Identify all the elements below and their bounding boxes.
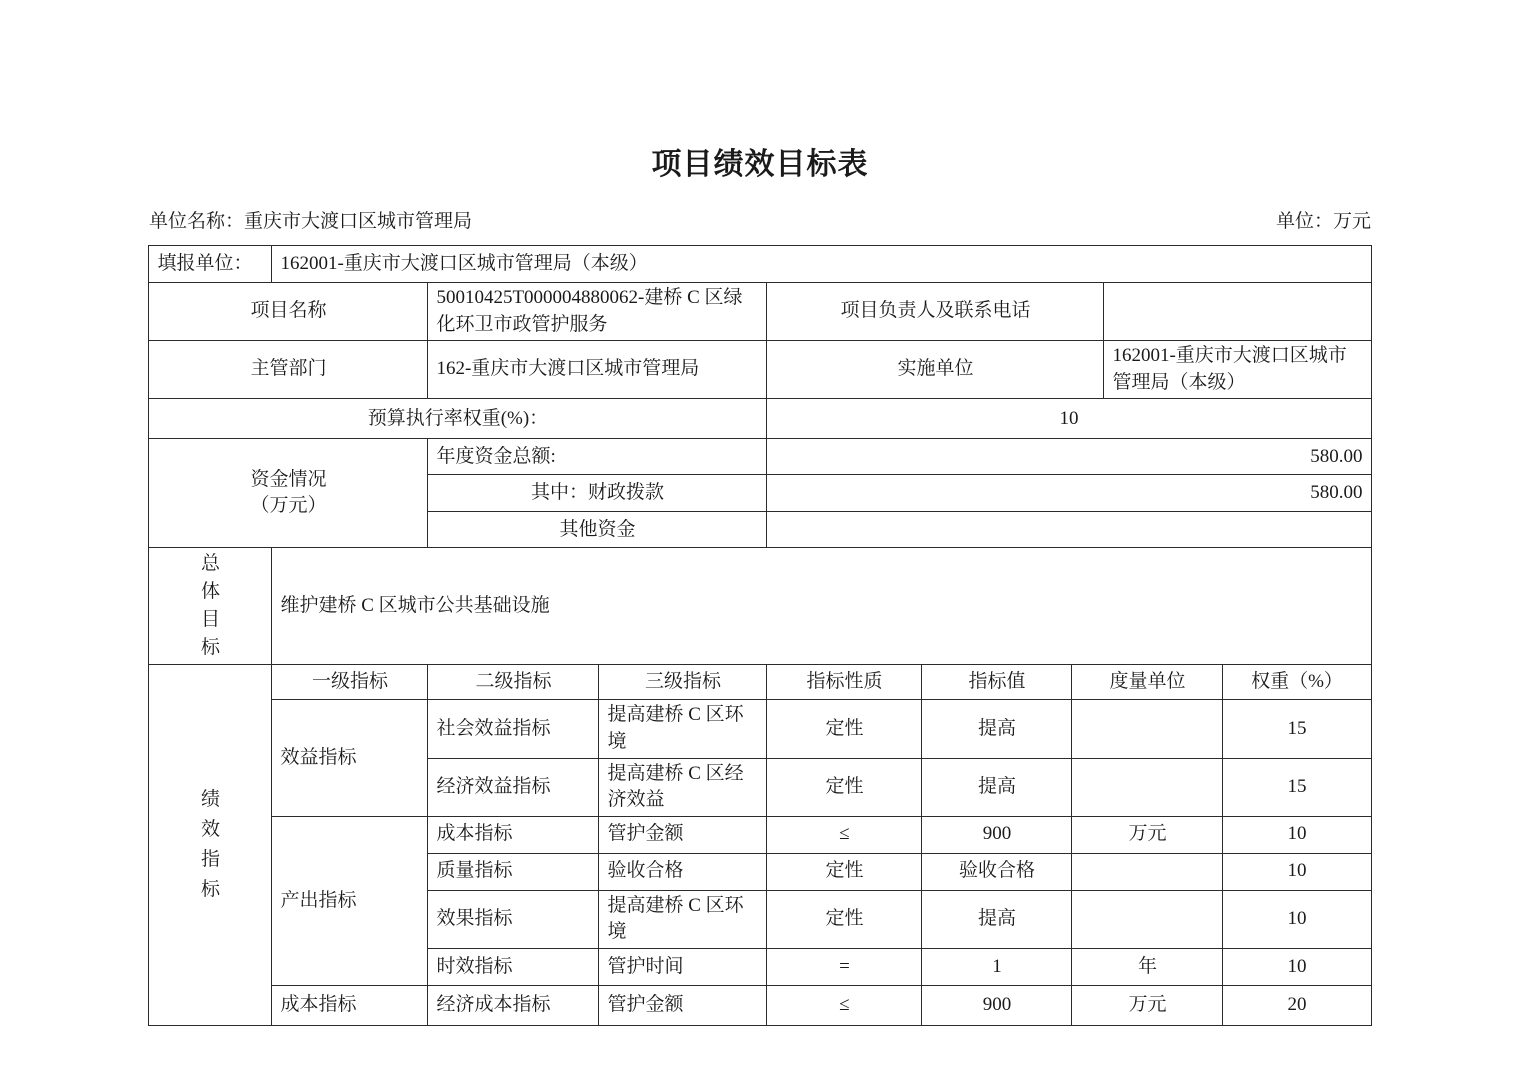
implementing-unit-label: 实施单位 bbox=[767, 341, 1104, 399]
indicator-unit-cell bbox=[1072, 758, 1223, 816]
budget-weight-value: 10 bbox=[767, 399, 1371, 439]
row-indicator-header bbox=[149, 665, 1371, 700]
funding-label-line1: 资金情况 bbox=[250, 468, 327, 490]
page-title: 项目绩效目标表 bbox=[651, 148, 869, 181]
meta-row bbox=[149, 206, 1371, 233]
col-header-nature: 指标性质 bbox=[767, 665, 922, 700]
indicator-weight-cell: 10 bbox=[1223, 853, 1371, 890]
indicator-l3-cell: 提高建桥 C 区环境 bbox=[599, 700, 767, 758]
indicator-nature-cell: ≤ bbox=[767, 816, 922, 853]
implementing-unit-value: 162001-重庆市大渡口区城市管理局（本级） bbox=[1104, 341, 1371, 399]
indicator-row bbox=[149, 816, 1371, 853]
indicator-l3-cell: 管护时间 bbox=[599, 948, 767, 985]
overall-goal-content: 维护建桥 C 区城市公共基础设施 bbox=[272, 548, 1371, 665]
project-name-label: 项目名称 bbox=[149, 283, 428, 341]
indicator-weight-cell: 10 bbox=[1223, 816, 1371, 853]
indicator-l2-cell: 经济成本指标 bbox=[428, 985, 599, 1025]
indicator-l3-cell: 验收合格 bbox=[599, 853, 767, 890]
project-name-value: 50010425T000004880062-建桥 C 区绿化环卫市政管护服务 bbox=[428, 283, 767, 341]
unit-name-text: 单位名称：重庆市大渡口区城市管理局 bbox=[149, 211, 473, 232]
funding-other-label: 其他资金 bbox=[428, 512, 767, 548]
indicator-l2-cell: 成本指标 bbox=[428, 816, 599, 853]
indicator-value-cell: 900 bbox=[922, 816, 1072, 853]
overall-goal-label: 总体目标 bbox=[149, 548, 272, 665]
indicator-l3-cell: 提高建桥 C 区环境 bbox=[599, 890, 767, 948]
indicator-unit-cell bbox=[1072, 853, 1223, 890]
indicator-l2-cell: 效果指标 bbox=[428, 890, 599, 948]
col-header-level2: 二级指标 bbox=[428, 665, 599, 700]
indicator-l3-cell: 管护金额 bbox=[599, 816, 767, 853]
col-header-value: 指标值 bbox=[922, 665, 1072, 700]
funding-fiscal-value: 580.00 bbox=[767, 475, 1371, 512]
indicator-weight-cell: 10 bbox=[1223, 948, 1371, 985]
project-leader-label: 项目负责人及联系电话 bbox=[767, 283, 1104, 341]
indicators-section-label: 绩效指标 bbox=[149, 665, 272, 1026]
indicator-unit-cell: 万元 bbox=[1072, 816, 1223, 853]
col-header-level1: 一级指标 bbox=[272, 665, 428, 700]
indicator-nature-cell: 定性 bbox=[767, 853, 922, 890]
indicator-weight-cell: 15 bbox=[1223, 758, 1371, 816]
row-overall-goal bbox=[149, 548, 1371, 665]
funding-other-value bbox=[767, 512, 1371, 548]
indicator-value-cell: 验收合格 bbox=[922, 853, 1072, 890]
funding-total-label: 年度资金总额: bbox=[428, 439, 767, 475]
department-label: 主管部门 bbox=[149, 341, 428, 399]
col-header-weight: 权重（%） bbox=[1223, 665, 1371, 700]
indicator-value-cell: 提高 bbox=[922, 700, 1072, 758]
indicator-nature-cell: 定性 bbox=[767, 890, 922, 948]
indicator-l3-cell: 提高建桥 C 区经济效益 bbox=[599, 758, 767, 816]
filling-unit-label: 填报单位： bbox=[149, 246, 272, 283]
indicator-weight-cell: 10 bbox=[1223, 890, 1371, 948]
indicator-l1-cell: 效益指标 bbox=[272, 700, 428, 816]
indicator-unit-cell bbox=[1072, 890, 1223, 948]
indicator-l2-cell: 社会效益指标 bbox=[428, 700, 599, 758]
funding-total-value: 580.00 bbox=[767, 439, 1371, 475]
budget-weight-label: 预算执行率权重(%)： bbox=[149, 399, 767, 439]
indicator-value-cell: 提高 bbox=[922, 890, 1072, 948]
indicator-l3-cell: 管护金额 bbox=[599, 985, 767, 1025]
indicator-unit-cell bbox=[1072, 700, 1223, 758]
indicator-weight-cell: 20 bbox=[1223, 985, 1371, 1025]
row-funding-total bbox=[149, 439, 1371, 475]
indicator-unit-cell: 年 bbox=[1072, 948, 1223, 985]
indicator-l2-cell: 经济效益指标 bbox=[428, 758, 599, 816]
funding-fiscal-label: 其中：财政拨款 bbox=[428, 475, 767, 512]
indicator-row bbox=[149, 985, 1371, 1025]
indicator-l2-cell: 质量指标 bbox=[428, 853, 599, 890]
project-leader-value bbox=[1104, 283, 1371, 341]
indicator-nature-cell: ≤ bbox=[767, 985, 922, 1025]
indicator-unit-cell: 万元 bbox=[1072, 985, 1223, 1025]
performance-target-table bbox=[148, 245, 1371, 1026]
indicator-value-cell: 提高 bbox=[922, 758, 1072, 816]
indicator-value-cell: 1 bbox=[922, 948, 1072, 985]
indicator-l1-cell: 产出指标 bbox=[272, 816, 428, 985]
indicator-weight-cell: 15 bbox=[1223, 700, 1371, 758]
department-value: 162-重庆市大渡口区城市管理局 bbox=[428, 341, 767, 399]
indicator-nature-cell: 定性 bbox=[767, 758, 922, 816]
row-filling-unit bbox=[149, 246, 1371, 283]
indicator-l2-cell: 时效指标 bbox=[428, 948, 599, 985]
indicator-nature-cell: = bbox=[767, 948, 922, 985]
col-header-unit: 度量单位 bbox=[1072, 665, 1223, 700]
indicator-l1-cell: 成本指标 bbox=[272, 985, 428, 1025]
unit-of-measure-text: 单位：万元 bbox=[1275, 211, 1371, 232]
funding-label-line2: （万元） bbox=[250, 495, 327, 517]
indicator-row bbox=[149, 700, 1371, 758]
col-header-level3: 三级指标 bbox=[599, 665, 767, 700]
funding-section-label bbox=[149, 439, 428, 548]
row-department bbox=[149, 341, 1371, 399]
filling-unit-value: 162001-重庆市大渡口区城市管理局（本级） bbox=[272, 246, 1371, 283]
row-project-name bbox=[149, 283, 1371, 341]
indicator-value-cell: 900 bbox=[922, 985, 1072, 1025]
row-budget-weight bbox=[149, 399, 1371, 439]
indicator-nature-cell: 定性 bbox=[767, 700, 922, 758]
